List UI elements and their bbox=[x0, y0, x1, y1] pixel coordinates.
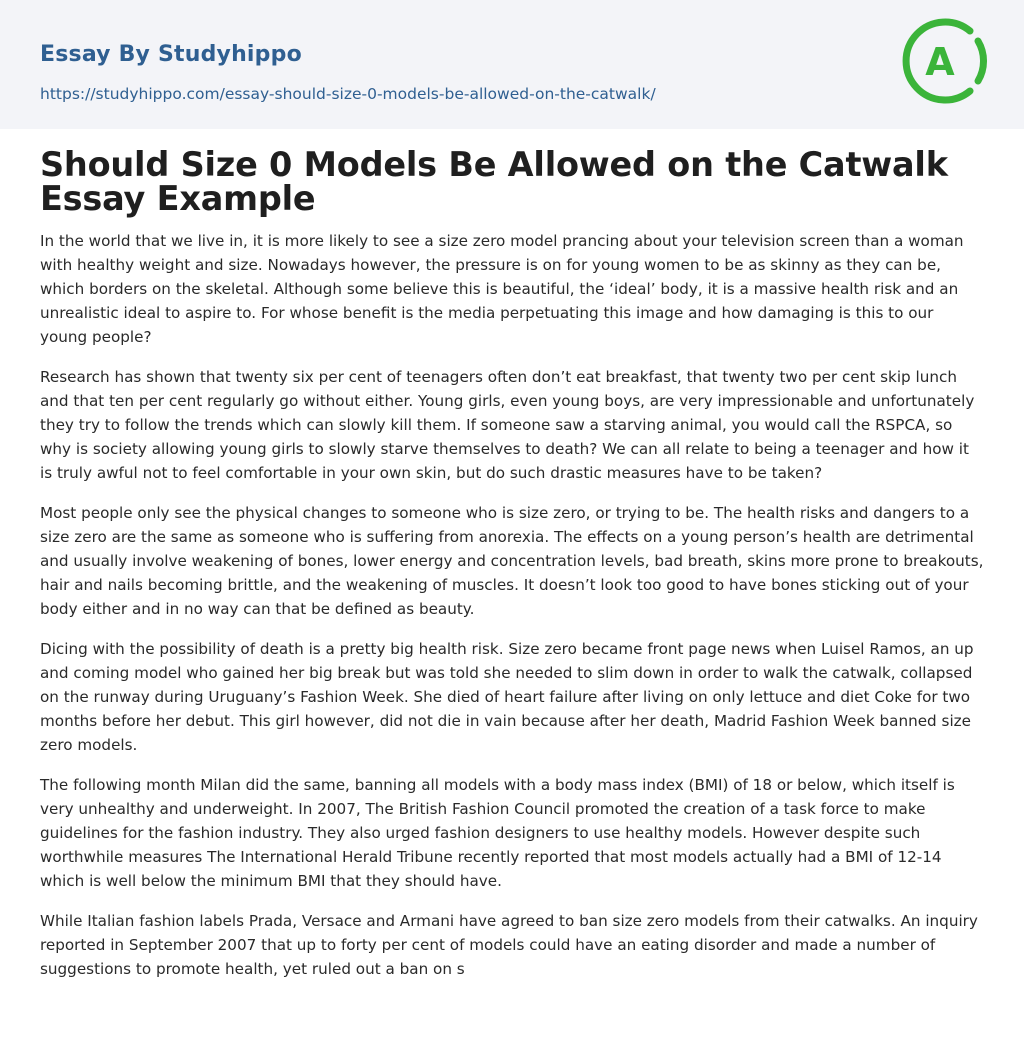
site-logo-icon[interactable] bbox=[902, 18, 988, 104]
article-url-link[interactable]: https://studyhippo.com/essay-should-size-0-models-be-allowed-on-the-catwalk/ bbox=[40, 85, 656, 103]
logo-letter: A bbox=[925, 40, 955, 84]
article-title: Should Size 0 Models Be Allowed on the Catwalk Essay Example bbox=[40, 145, 948, 218]
paragraph: Most people only see the physical changes to someone who is size zero, or trying to be. The health risks and dangers to a size zero are the same as someone who is suffering from anorexia. The effects on a young person’s health are detrimental and usually involve weakening of bones, lower energy and concentration levels, bad breath, skins more prone to breakouts, hair and nails becoming brittle, and the weakening of muscles. It doesn’t look too good to have bones sticking out of your body either and in no way can that be defined as beauty. bbox=[40, 504, 984, 618]
article-body bbox=[0, 129, 1024, 981]
site-header bbox=[0, 0, 1024, 129]
paragraph: The following month Milan did the same, banning all models with a body mass index (BMI) of 18 or below, which itself is very unhealthy and underweight. In 2007, The British Fashion Council promoted the creation of a task force to make guidelines for the fashion industry. They also urged fashion designers to use healthy models. However despite such worthwhile measures The International Herald Tribune recently reported that most models actually had a BMI of 12-14 which is well below the minimum BMI that they should have. bbox=[40, 776, 955, 890]
paragraph: Dicing with the possibility of death is a pretty big health risk. Size zero became front page news when Luisel Ramos, an up and coming model who gained her big break but was told she needed to slim down in order to walk the catwalk, collapsed on the runway during Uruguany’s Fashion Week. She died of heart failure after living on only lettuce and diet Coke for two months before her debut. This girl however, did not die in vain because after her death, Madrid Fashion Week banned size zero models. bbox=[40, 640, 974, 754]
paragraph: In the world that we live in, it is more likely to see a size zero model prancing about your television screen than a woman with healthy weight and size. Nowadays however, the pressure is on for young women to be as skinny as they can be, which borders on the skeletal. Although some believe this is beautiful, the ‘ideal’ body, it is a massive health risk and an unrealistic ideal to aspire to. For whose benefit is the media perpetuating this image and how damaging is this to our young people? bbox=[40, 232, 964, 346]
site-brand[interactable]: Essay By Studyhippo bbox=[40, 42, 302, 67]
paragraph: While Italian fashion labels Prada, Versace and Armani have agreed to ban size zero models from their catwalks. An inquiry reported in September 2007 that up to forty per cent of models could have an eating disorder and made a number of suggestions to promote health, yet ruled out a ban on s bbox=[40, 912, 978, 978]
paragraph: Research has shown that twenty six per cent of teenagers often don’t eat breakfast, that twenty two per cent skip lunch and that ten per cent regularly go without either. Young girls, even young boys, are very impressionable and unfortunately they try to follow the trends which can slowly kill them. If someone saw a starving animal, you would call the RSPCA, so why is society allowing young girls to slowly starve themselves to death? We can all relate to being a teenager and how it is truly awful not to feel comfortable in your own skin, but do such drastic measures have to be taken? bbox=[40, 368, 975, 482]
